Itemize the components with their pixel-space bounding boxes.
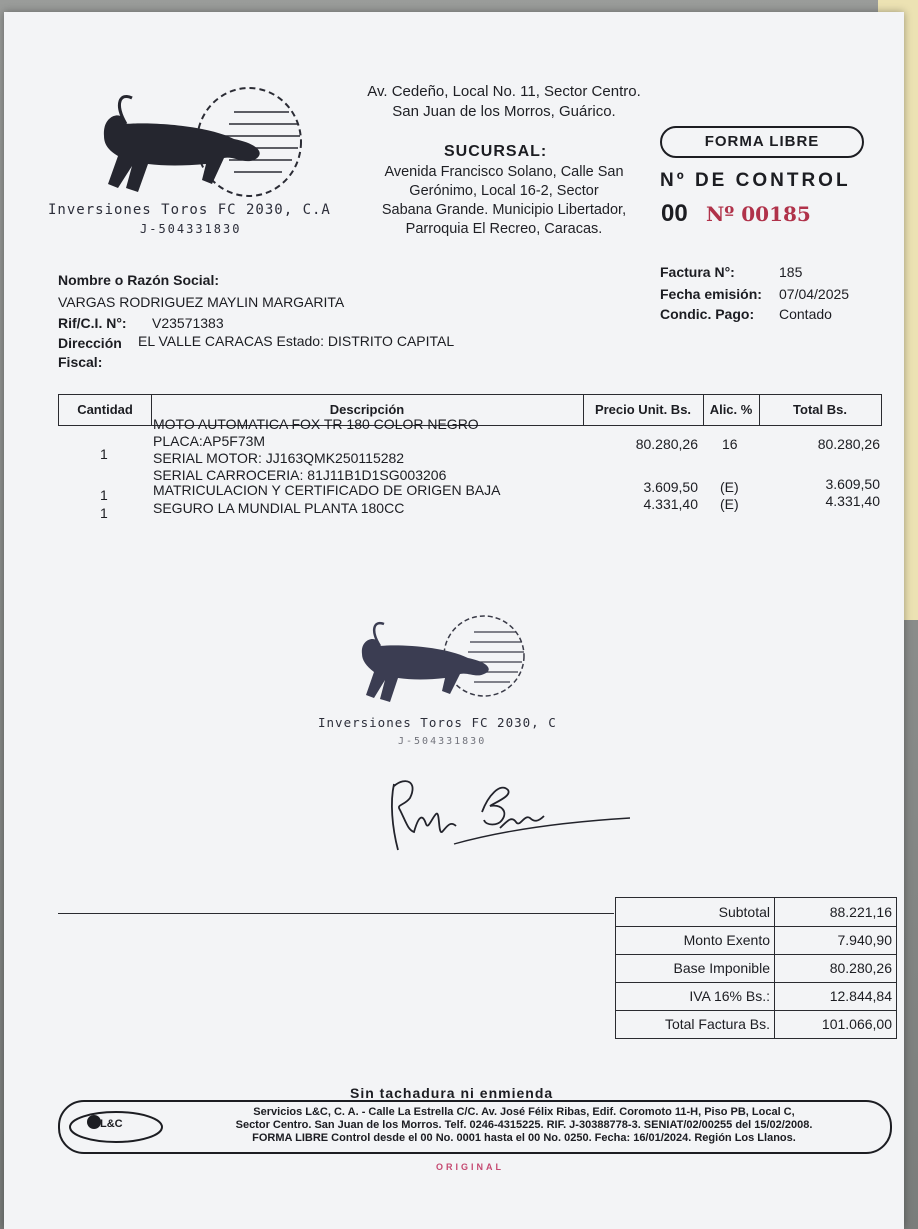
company-rif: J-504331830 [140,222,242,236]
iva-row [616,982,896,1011]
taxable-base-label: Base Imponible [673,960,770,976]
bull-logo-icon [84,84,304,214]
exempt-value: 7.940,90 [837,932,892,948]
payment-label: Condic. Pago: [660,306,755,322]
control-prefix: 00 [661,200,688,227]
row-description [153,416,593,484]
iva-value: 12.844,84 [829,988,892,1004]
subtotal-value: 88.221,16 [829,904,892,920]
row-unit-price: 4.331,40 [643,496,698,512]
row-tax: (E) [720,479,739,495]
printer-logo-text: L&C [100,1118,123,1130]
invoice-date: 07/04/2025 [779,286,850,302]
invoice-total-value: 101.066,00 [821,1016,892,1032]
col-description: Descripción [329,402,405,417]
company-stamp-icon [344,614,534,714]
subtotal-label: Subtotal [718,904,770,920]
col-unit-price: Precio Unit. Bs. [594,402,692,417]
printer-info [164,1106,884,1145]
iva-label: IVA 16% Bs.: [689,988,770,1004]
branch-line-3: Sabana Grande. Municipio Libertador, [381,202,627,218]
invoice-total-label: Total Factura Bs. [664,1016,770,1032]
exempt-row [616,926,896,955]
invoice-number: 185 [779,264,803,280]
control-number: Nº 00185 [706,202,811,226]
row-qty: 1 [100,505,108,521]
row-unit-price: 3.609,50 [643,479,698,495]
client-address: EL VALLE CARACAS Estado: DISTRITO CAPITAL [138,333,455,349]
row-tax: (E) [720,496,739,512]
company-name: Inversiones Toros FC 2030, C.A [48,202,331,218]
branch-line-4: Parroquia El Recreo, Caracas. [405,221,603,237]
signature-divider [58,913,614,914]
printer-info-line-1: Servicios L&C, C. A. - Calle La Estrella C/C. Av. José Félix Ribas, Edif. Coromoto 11-H, Piso PB, Local C, [253,1106,795,1118]
row-tax: 16 [722,436,738,452]
taxable-base-value: 80.280,26 [829,960,892,976]
row-total: 80.280,26 [817,436,880,452]
client-address-label: Dirección [58,335,122,351]
invoice-total-row [616,1010,896,1038]
branch-title: SUCURSAL: [444,143,548,160]
address-line-2: San Juan de los Morros, Guárico. [392,103,616,120]
payment-terms: Contado [779,306,832,322]
col-total: Total Bs. [793,402,847,417]
printer-footer [58,1100,892,1154]
signature-icon [384,772,634,862]
row-description: SEGURO LA MUNDIAL PLANTA 180CC [153,500,405,516]
exempt-label: Monto Exento [683,932,770,948]
invoice-number-label: Factura N°: [660,264,735,280]
branch-line-2: Gerónimo, Local 16-2, Sector [409,183,599,199]
client-rif-label: Rif/C.I. N°: [58,315,127,331]
printer-info-line-3: FORMA LIBRE Control desde el 00 No. 0001 hasta el 00 No. 0250. Fecha: 16/01/2024. Región Los Llanos. [252,1132,796,1144]
totals-divider [774,1010,775,1038]
row-qty: 1 [100,487,108,503]
client-name: VARGAS RODRIGUEZ MAYLIN MARGARITA [58,294,345,310]
row-qty: 1 [100,446,108,462]
description-line: MOTO AUTOMATICA FOX TR 180 COLOR NEGRO [153,416,479,432]
description-line: PLACA:AP5F73M [153,433,266,449]
branch-address [364,163,644,239]
row-total: 4.331,40 [825,493,880,509]
totals-divider [774,954,775,982]
forma-libre-label: FORMA LIBRE [660,126,864,158]
col-tax: Alic. % [709,402,753,417]
client-name-label: Nombre o Razón Social: [58,272,220,288]
taxable-base-row [616,954,896,983]
description-line: SERIAL MOTOR: JJ163QMK250115282 [153,450,405,466]
client-rif: V23571383 [152,315,224,331]
description-line: SERIAL CARROCERIA: 81J11B1D1SG003206 [153,467,447,483]
stamp-rif: J-504331830 [398,736,487,747]
col-qty: Cantidad [77,402,133,417]
footer-title: Sin tachadura ni enmienda [350,1085,554,1101]
row-unit-price: 80.280,26 [635,436,698,452]
printer-info-line-2: Sector Centro. San Juan de los Morros. Telf. 0246-4315225. RIF. J-30388778-3. SENIAT/02/00255 del 15/02/2008. [235,1119,813,1131]
company-address [334,82,674,122]
row-total: 3.609,50 [825,476,880,492]
invoice-paper [4,12,904,1229]
address-line-1: Av. Cedeño, Local No. 11, Sector Centro. [367,83,641,100]
client-address-label-2: Fiscal: [58,354,103,370]
totals-table [615,897,897,1039]
totals-divider [774,982,775,1010]
branch-line-1: Avenida Francisco Solano, Calle San [384,164,624,180]
copy-label: ORIGINAL [436,1162,504,1172]
invoice-date-label: Fecha emisión: [660,286,762,302]
subtotal-row [616,898,896,927]
stamp-company-name: Inversiones Toros FC 2030, C [318,715,557,730]
control-label: Nº DE CONTROL [660,170,851,191]
totals-divider [774,926,775,954]
row-description: MATRICULACION Y CERTIFICADO DE ORIGEN BAJA [153,482,501,498]
totals-divider [774,898,775,926]
